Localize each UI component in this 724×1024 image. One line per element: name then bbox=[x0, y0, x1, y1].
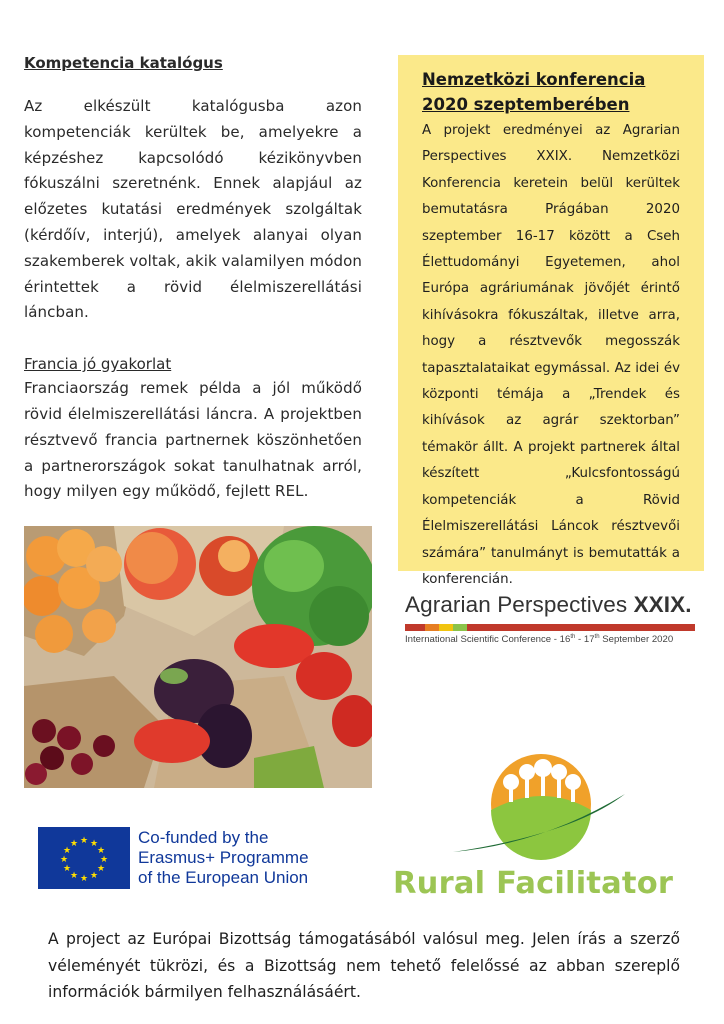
svg-text:★: ★ bbox=[99, 855, 109, 865]
erasmus-text bbox=[138, 828, 309, 888]
agrarian-title-text: Agrarian Perspectives bbox=[405, 592, 634, 617]
conference-box bbox=[398, 55, 704, 587]
disclaimer-footer: A project az Európai Bizottság támogatásából valósul meg. Jelen írás a szerző véleményét tükrözi, és a Bizottság nem tehető felelőssé az abban szereplő információk bármilyen felhasználásáért. bbox=[48, 930, 680, 1001]
subtitle-part-c: September 2020 bbox=[599, 634, 674, 646]
erasmus-line-3: of the European Union bbox=[138, 868, 309, 887]
subtitle-part-a: International Scientific Conference - 16 bbox=[405, 634, 571, 646]
french-practice-paragraph: Franciaország remek példa a jól működő rövid élelmiszerellátási láncra. A projektben résztvevő francia partnernek köszönhetően a partnerországok sokat tanulhatnak arról, hogy milyen egy működő, fejlett REL. bbox=[24, 379, 362, 501]
svg-text:★: ★ bbox=[59, 855, 69, 865]
subheading: Francia jó gyakorlat bbox=[24, 355, 172, 374]
erasmus-line-1: Co-funded by the bbox=[138, 828, 269, 847]
erasmus-logo bbox=[38, 827, 338, 891]
conference-title: Nemzetközi konferencia 2020 szeptemberében bbox=[422, 70, 646, 114]
svg-text:★: ★ bbox=[96, 846, 106, 856]
svg-text:★: ★ bbox=[79, 874, 89, 884]
conference-text: A projekt eredményei az Agrarian Perspectives XXIX. Nemzetközi Konferencia keretein belül kerültek bemutatásra Prágában 2020 szeptember 16-17 között a Cseh Élettudományi Egyetemen, ahol Európa agráriumának jövőjét érintő kihívásokra fókuszáltak, illetve arra, hogy a résztvevők megosszák tapasztalataikat egymással. Az idei év központi témája a „Trendek és kihívások az agrár szektorban” témakör állt. A projekt partnerek által készített „Kulcsfontosságú kompetenciák a Rövid Élelmiszerellátási Láncok résztvevői számára” tanulmányt is bemutatták a konferencián. bbox=[422, 123, 680, 587]
svg-text:★: ★ bbox=[96, 864, 106, 874]
section-heading: Kompetencia katalógus bbox=[24, 54, 223, 72]
rural-facilitator-name: Rural Facilitator bbox=[393, 866, 674, 901]
erasmus-line-2: Erasmus+ Programme bbox=[138, 848, 309, 867]
agrarian-title-bold: XXIX. bbox=[633, 592, 692, 617]
rural-facilitator-emblem bbox=[393, 752, 693, 864]
left-column bbox=[24, 52, 362, 505]
svg-text:★: ★ bbox=[79, 836, 89, 846]
svg-text:★: ★ bbox=[69, 871, 79, 881]
rural-facilitator-logo bbox=[393, 752, 693, 912]
svg-text:★: ★ bbox=[89, 871, 99, 881]
svg-text:★: ★ bbox=[62, 846, 72, 856]
agrarian-title bbox=[405, 592, 695, 618]
agrarian-subtitle bbox=[405, 634, 695, 645]
eu-flag-icon bbox=[38, 827, 130, 889]
svg-text:★: ★ bbox=[69, 839, 79, 849]
vegetables-photo bbox=[24, 526, 372, 788]
agrarian-perspectives-logo bbox=[405, 592, 695, 652]
subtitle-part-b: - 17 bbox=[575, 634, 595, 646]
subtitle-sup-b: th bbox=[594, 634, 600, 640]
subtitle-sup-a: th bbox=[570, 634, 576, 640]
catalog-paragraph: Az elkészült katalógusba azon kompetenciák kerültek be, amelyekre a képzéshez kapcsolódó kézikönyvben fókuszálni szeretnénk. Ennek alapjául az előzetes kutatási eredmények szolgáltak (kérdőív, interjú), amelyek alanyai olyan szakemberek voltak, akik valamilyen módon érintettek a rövid élelmiszerellátási láncban. bbox=[24, 97, 363, 322]
svg-text:★: ★ bbox=[89, 839, 99, 849]
vegetables-illustration bbox=[24, 526, 372, 788]
svg-text:★: ★ bbox=[62, 864, 72, 874]
agrarian-color-bar bbox=[405, 624, 695, 631]
